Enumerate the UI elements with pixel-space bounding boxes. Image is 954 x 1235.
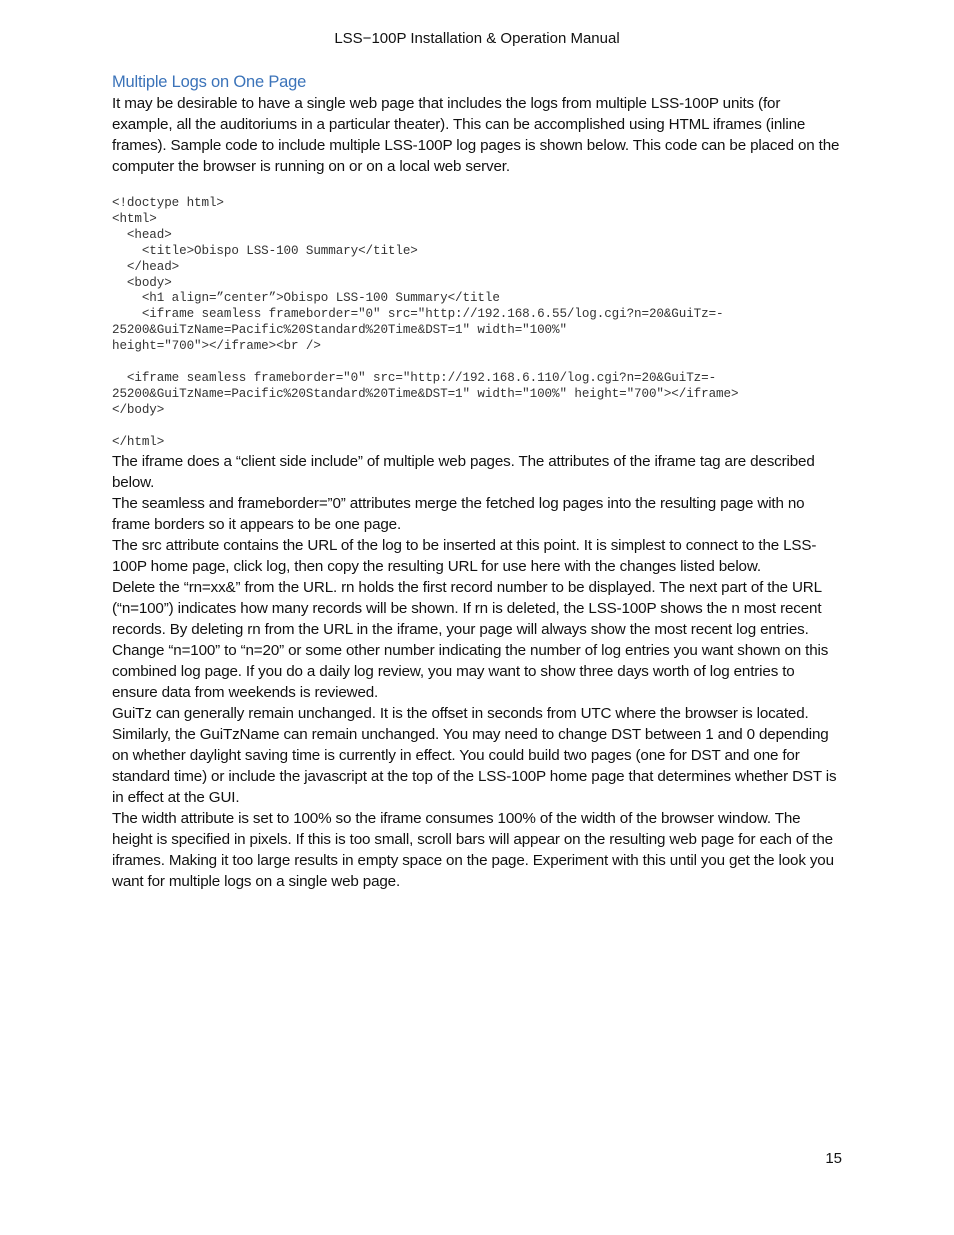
width-paragraph: The width attribute is set to 100% so the iframe consumes 100% of the width of the browser window. The height is specified in pixels. If this is too small, scroll bars will appear on the resulting web page for each of the iframes. Making it too large results in empty space on the page. Experiment with this until you get the look you want for multiple logs on a single web page. [112,809,834,890]
code-sample: <!doctype html> <html> <head> <title>Obispo LSS-100 Summary</title> </head> <body> <h1 align=”center”>Obispo LSS-100 Summary</title <iframe seamless frameborder="0" src="http://192.168.6.55/log.cgi?n=20&GuiTz=- 25200&GuiTzName=Pacific%20Standard%20Time&DST=1" width="100%" height="700"></iframe><br /> <iframe seamless frameborder="0" src="http://192.168.6.110/log.cgi?n=20&GuiTz=- 25200&GuiTzName=Pacific%20Standard%20Time&DST=1" width="100%" height="700"></iframe> </body> </html> [112,196,739,449]
delete-rn-paragraph: Delete the “rn=xx&” from the URL. rn holds the first record number to be displayed. The next part of the URL (“n=100”) indicates how many records will be shown. If rn is deleted, the LSS-100P shows the n most recent records. By deleting rn from the URL in the iframe, your page will always show the most recent log entries. [112,578,822,638]
guitz-paragraph: GuiTz can generally remain unchanged. It is the offset in seconds from UTC where the browser is located. Similarly, the GuiTzName can remain unchanged. You may need to change DST between 1 and 0 depending on whether daylight saving time is currently in effect. You could build two pages (one for DST and one for standard time) or include the javascript at the top of the LSS-100P home page that determines whether DST is in effect at the GUI. [112,704,837,806]
iframe-description-paragraph: The iframe does a “client side include” of multiple web pages. The attributes of the iframe tag are described below. [112,452,815,491]
change-n-paragraph: Change “n=100” to “n=20” or some other number indicating the number of log entries you want shown on this combined log page. If you do a daily log review, you may want to show three days worth of log entries to ensure data from weekends is reviewed. [112,641,829,701]
intro-paragraph: It may be desirable to have a single web page that includes the logs from multiple LSS-100P units (for example, all the auditoriums in a particular theater). This can be accomplished using HTML iframes (inline frames). Sample code to include multiple LSS-100P log pages is shown below. This code can be placed on the computer the browser is running on or on a local web server. [112,95,840,175]
page-number: 15 [825,1150,842,1167]
section-title: Multiple Logs on One Page [112,73,307,91]
page-content [112,71,844,892]
src-paragraph: The src attribute contains the URL of the log to be inserted at this point. It is simplest to connect to the LSS-100P home page, click log, then copy the resulting URL for use here with the changes listed below. [112,536,817,575]
running-header: LSS−100P Installation & Operation Manual [334,30,620,47]
seamless-paragraph: The seamless and frameborder=”0” attributes merge the fetched log pages into the resulting page with no frame borders so it appears to be one page. [112,494,805,533]
